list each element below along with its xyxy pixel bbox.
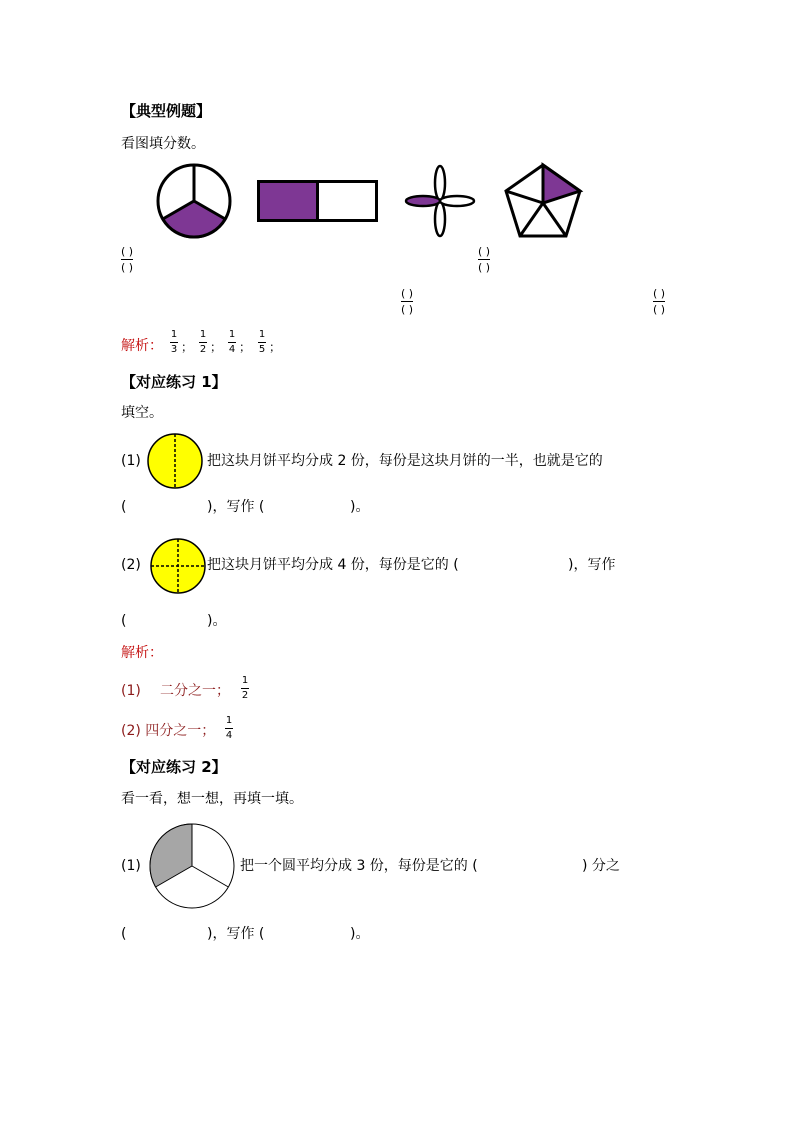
p1-q1-number: (1) bbox=[121, 453, 141, 469]
practice1-instruction: 填空。 bbox=[121, 405, 163, 421]
p1-q2-number: (2) bbox=[121, 557, 141, 573]
p1-q1-end: )。 bbox=[350, 499, 370, 515]
mooncake-halves-figure bbox=[147, 433, 203, 489]
p1-q2-open: ( bbox=[121, 613, 127, 629]
answer-fraction-2: 1 2 bbox=[199, 329, 207, 355]
p1-q1-blank-a[interactable] bbox=[128, 496, 206, 514]
p1-q1-text: 把这块月饼平均分成 2 份，每份是这块月饼的一半，也就是它的 bbox=[207, 453, 603, 469]
practice1-answer-label: 解析： bbox=[121, 645, 163, 661]
p1-q2-text: 把这块月饼平均分成 4 份，每份是它的 ( bbox=[207, 557, 459, 573]
p1-q2-blank-b[interactable] bbox=[128, 610, 206, 628]
p1-answer1-fraction: 1 2 bbox=[241, 675, 249, 701]
p2-q1-number: (1) bbox=[121, 858, 141, 874]
mooncake-quarters-figure bbox=[150, 538, 206, 594]
p1-answer2-fraction: 1 4 bbox=[225, 715, 233, 741]
answer-fraction-1: 1 3 bbox=[170, 329, 178, 355]
blank-fraction-3[interactable]: ( ) ( ) bbox=[401, 287, 414, 316]
p1-q1-blank-b[interactable] bbox=[275, 496, 349, 514]
p1-answer1-number: (1) bbox=[121, 683, 141, 699]
practice1-heading: 【对应练习 1】 bbox=[121, 373, 227, 391]
p2-q1-open: ( bbox=[121, 926, 127, 942]
blank-fraction-4[interactable]: ( ) ( ) bbox=[653, 287, 666, 316]
p2-q1-blank-b[interactable] bbox=[128, 923, 206, 941]
answer-fraction-3: 1 4 bbox=[228, 329, 236, 355]
answer-sep-4: ； bbox=[269, 340, 282, 354]
pentagon-fifths-figure bbox=[504, 163, 582, 238]
p1-q1-mid: )，写作 ( bbox=[207, 499, 265, 515]
p2-q1-blank-a[interactable] bbox=[505, 855, 581, 873]
p2-q1-blank-c[interactable] bbox=[275, 923, 349, 941]
shaded-petal bbox=[406, 196, 440, 206]
p1-q2-blank-a[interactable] bbox=[492, 554, 568, 572]
blank-fraction-1[interactable]: ( ) ( ) bbox=[121, 245, 134, 274]
answer-sep-3: ； bbox=[239, 340, 252, 354]
answer-sep-2: ； bbox=[210, 340, 223, 354]
example-answer-label: 解析： bbox=[121, 338, 163, 354]
p2-q1-after: ) 分之 bbox=[582, 858, 620, 874]
example-instruction: 看图填分数。 bbox=[121, 136, 205, 152]
p1-q1-open: ( bbox=[121, 499, 127, 515]
p1-q2-after: )，写作 bbox=[568, 557, 616, 573]
practice2-instruction: 看一看，想一想，再填一填。 bbox=[121, 791, 303, 807]
blank-fraction-2[interactable]: ( ) ( ) bbox=[478, 245, 491, 274]
circle-thirds-gray-figure bbox=[149, 823, 235, 909]
p1-answer1-text: 二分之一； bbox=[160, 683, 230, 699]
answer-sep-1: ； bbox=[181, 340, 194, 354]
flower-quarters-figure bbox=[405, 165, 475, 237]
p2-q1-end: )。 bbox=[350, 926, 370, 942]
rectangle-halves-figure bbox=[257, 180, 378, 222]
example-heading: 【典型例题】 bbox=[121, 102, 212, 120]
p2-q1-text: 把一个圆平均分成 3 份，每份是它的 ( bbox=[240, 858, 478, 874]
answer-fraction-4: 1 5 bbox=[258, 329, 266, 355]
p1-q2-end: )。 bbox=[207, 613, 227, 629]
p2-q1-mid: )，写作 ( bbox=[207, 926, 265, 942]
circle-thirds-figure bbox=[156, 163, 232, 239]
practice2-heading: 【对应练习 2】 bbox=[121, 758, 227, 776]
p1-answer2-text: (2) 四分之一； bbox=[121, 723, 216, 739]
